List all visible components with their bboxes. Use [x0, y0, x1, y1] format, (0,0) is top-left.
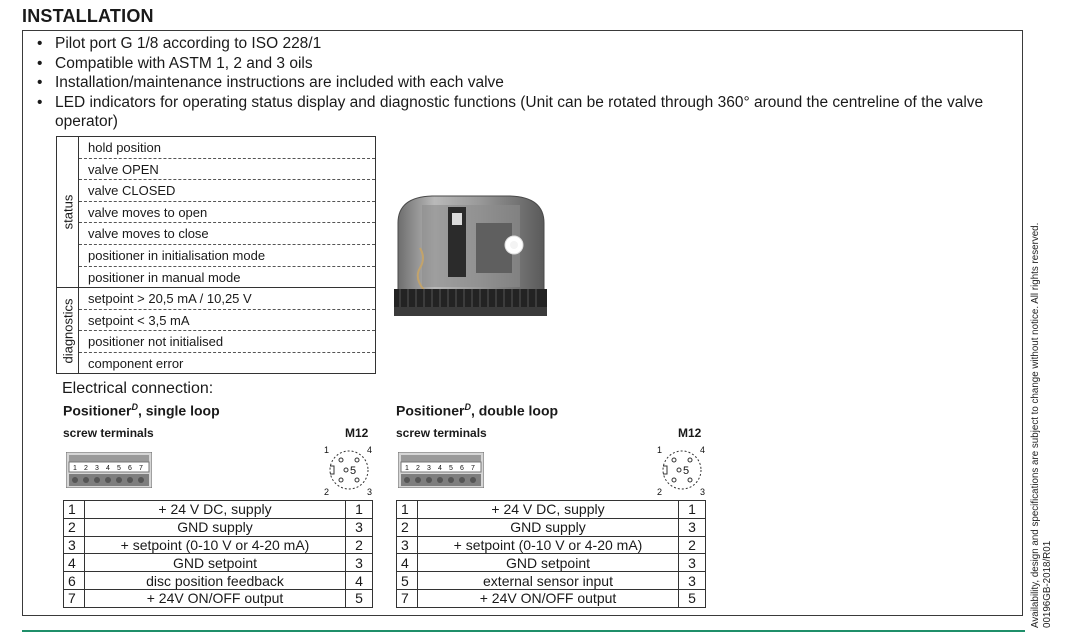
function-cell: GND supply: [418, 518, 679, 536]
function-cell: + setpoint (0-10 V or 4-20 mA): [418, 536, 679, 554]
status-row: valve CLOSED: [79, 180, 375, 202]
m12-pin-label: 3: [367, 487, 373, 496]
pin-cell: 4: [346, 572, 373, 590]
status-group: [57, 137, 375, 288]
status-row: hold position: [79, 137, 375, 159]
footer-accent-line: [22, 630, 1025, 632]
status-row: valve moves to open: [79, 202, 375, 224]
status-row: positioner in manual mode: [88, 269, 241, 285]
feature-item: • LED indicators for operating status display and diagnostic functions (Unit can be rotated through 360° around the centreline of the valve operator): [37, 93, 1017, 132]
function-cell: GND setpoint: [418, 554, 679, 572]
pin-cell: 3: [679, 518, 706, 536]
terminal-number: 6: [460, 465, 464, 472]
terminal-number: 7: [139, 465, 143, 472]
function-cell: GND supply: [85, 518, 346, 536]
status-group-label: status: [60, 194, 75, 230]
terminal-number: 6: [128, 465, 132, 472]
table-row: [397, 554, 706, 572]
table-row: [64, 589, 373, 607]
function-cell: + 24 V DC, supply: [85, 501, 346, 519]
feature-list: [37, 34, 1017, 132]
table-row: [397, 518, 706, 536]
terminal-cell: 2: [397, 518, 418, 536]
status-row: valve OPEN: [79, 159, 375, 181]
screw-terminals-label: screw terminals: [63, 426, 154, 440]
pin-cell: 3: [679, 572, 706, 590]
feature-item: • Compatible with ASTM 1, 2 and 3 oils: [37, 54, 1017, 74]
m12-pin-label: 4: [700, 446, 706, 455]
function-cell: + 24V ON/OFF output: [85, 589, 346, 607]
table-row: [64, 554, 373, 572]
document-code: 00196GB-2018/R01: [1041, 540, 1053, 628]
diagnostics-row: setpoint > 20,5 mA / 10,25 V: [79, 288, 375, 310]
panel-title-double-loop: Positioner$^D$, double loop: [396, 402, 559, 419]
terminal-number: 2: [416, 465, 420, 472]
status-row: valve moves to close: [79, 223, 375, 245]
table-row: [64, 501, 373, 519]
terminal-cell: 4: [397, 554, 418, 572]
m12-pin-label: 2: [657, 487, 663, 496]
terminal-number: 7: [471, 465, 475, 472]
feature-item: • Installation/maintenance instructions are included with each valve: [37, 73, 1017, 93]
table-row: [397, 572, 706, 590]
m12-pin-label: 3: [700, 487, 706, 496]
terminal-cell: 3: [397, 536, 418, 554]
m12-pin-label: 5: [683, 465, 690, 477]
single-loop-connection-table: [63, 500, 373, 608]
terminal-cell: 5: [397, 572, 418, 590]
section-heading: INSTALLATION: [22, 6, 154, 26]
table-row: [64, 572, 373, 590]
pin-cell: 3: [679, 554, 706, 572]
diagnostics-group-label: diagnostics: [60, 298, 75, 364]
side-disclaimer: [1030, 223, 1053, 628]
function-cell: disc position feedback: [85, 572, 346, 590]
function-cell: external sensor input: [418, 572, 679, 590]
m12-pin-label: 4: [367, 446, 373, 455]
function-cell: GND setpoint: [85, 554, 346, 572]
terminal-number: 3: [95, 465, 99, 472]
pin-cell: 1: [679, 501, 706, 519]
function-cell: + 24V ON/OFF output: [418, 589, 679, 607]
terminal-number: 5: [117, 465, 121, 472]
m12-label: M12: [345, 426, 369, 440]
table-row: [397, 501, 706, 519]
status-row: positioner in initialisation mode: [79, 245, 375, 267]
table-row: [397, 536, 706, 554]
pin-cell: 2: [346, 536, 373, 554]
terminal-number: 5: [449, 465, 453, 472]
function-cell: + setpoint (0-10 V or 4-20 mA): [85, 536, 346, 554]
terminal-cell: 1: [397, 501, 418, 519]
disclaimer-text: Availability, design and specifications are subject to change without notice. All rights reserved.: [1030, 222, 1041, 628]
m12-pin-label: 1: [657, 446, 663, 455]
double-loop-connection-table: [396, 500, 706, 608]
panel-title-single-loop: Positioner$^D$, single loop: [63, 402, 220, 419]
m12-pin-label: 5: [350, 465, 357, 477]
m12-pin-label: 1: [324, 446, 330, 455]
screw-terminal-block-icon: [66, 452, 152, 488]
terminal-number: 1: [73, 465, 77, 472]
function-cell: + 24 V DC, supply: [418, 501, 679, 519]
table-row: [64, 518, 373, 536]
screw-terminal-block-icon: [398, 452, 484, 488]
table-row: [397, 589, 706, 607]
terminal-cell: 3: [64, 536, 85, 554]
m12-label: M12: [678, 426, 702, 440]
m12-connector-icon: [651, 446, 713, 496]
table-row: [64, 536, 373, 554]
terminal-number: 4: [106, 465, 110, 472]
diagnostics-row: setpoint < 3,5 mA: [79, 310, 375, 332]
electrical-connection-title: Electrical connection:: [62, 380, 214, 397]
diagnostics-row: positioner not initialised: [79, 331, 375, 353]
m12-connector-icon: [318, 446, 380, 496]
pin-cell: 2: [679, 536, 706, 554]
pin-cell: 3: [346, 554, 373, 572]
diagnostics-group: [57, 288, 375, 374]
terminal-number: 3: [427, 465, 431, 472]
feature-item: • Pilot port G 1/8 according to ISO 228/1: [37, 34, 1017, 54]
pin-cell: 5: [346, 589, 373, 607]
terminal-cell: 1: [64, 501, 85, 519]
pin-cell: 5: [679, 589, 706, 607]
terminal-cell: 6: [64, 572, 85, 590]
terminal-number: 1: [405, 465, 409, 472]
positioner-photo: [392, 193, 549, 320]
screw-terminals-label: screw terminals: [396, 426, 487, 440]
terminal-cell: 2: [64, 518, 85, 536]
terminal-number: 2: [84, 465, 88, 472]
pin-cell: 1: [346, 501, 373, 519]
led-status-table: [56, 136, 376, 374]
terminal-cell: 7: [64, 589, 85, 607]
diagnostics-row: component error: [88, 355, 184, 371]
terminal-cell: 4: [64, 554, 85, 572]
m12-pin-label: 2: [324, 487, 330, 496]
terminal-cell: 7: [397, 589, 418, 607]
pin-cell: 3: [346, 518, 373, 536]
terminal-number: 4: [438, 465, 442, 472]
